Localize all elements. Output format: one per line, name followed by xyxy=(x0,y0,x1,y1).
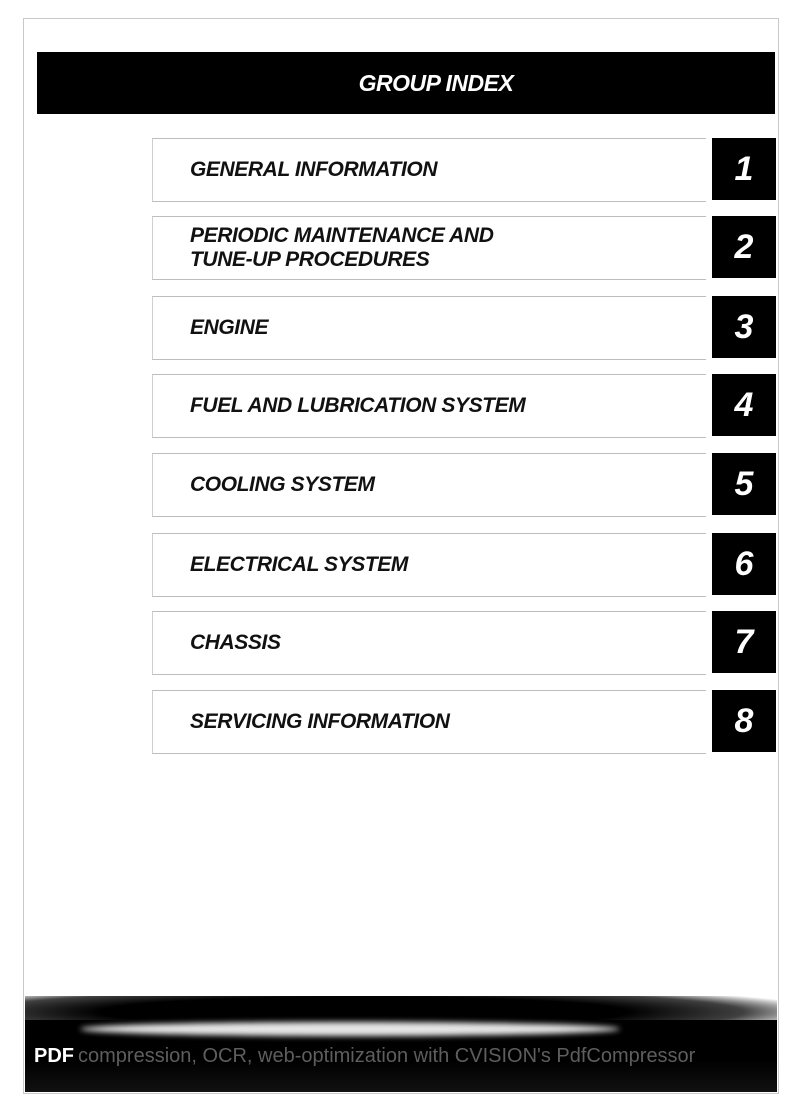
index-tab[interactable] xyxy=(712,533,776,595)
index-label[interactable]: FUEL AND LUBRICATION SYSTEM xyxy=(190,394,526,417)
index-number: 3 xyxy=(734,307,754,346)
index-tab[interactable] xyxy=(712,216,776,278)
index-tab[interactable] xyxy=(712,611,776,673)
index-label[interactable]: GENERAL INFORMATION xyxy=(190,158,438,181)
index-label[interactable]: PERIODIC MAINTENANCE AND TUNE-UP PROCEDURES xyxy=(190,224,494,271)
page-title: GROUP INDEX xyxy=(358,69,514,96)
index-label[interactable]: COOLING SYSTEM xyxy=(190,473,375,496)
index-number: 7 xyxy=(734,622,754,661)
footer-watermark-text: compression, OCR, web-optimization with CVISION's PdfCompressor xyxy=(78,1044,696,1067)
index-label[interactable]: ELECTRICAL SYSTEM xyxy=(190,553,408,576)
index-row-chassis[interactable] xyxy=(152,611,776,675)
index-tab[interactable] xyxy=(712,453,776,515)
index-label[interactable]: ENGINE xyxy=(190,316,269,339)
index-tab[interactable] xyxy=(712,138,776,200)
group-index-header xyxy=(37,52,775,114)
index-tab[interactable] xyxy=(712,296,776,358)
index-row-servicing-information[interactable] xyxy=(152,690,776,754)
scan-highlight-artifact xyxy=(80,1022,620,1036)
index-number: 4 xyxy=(734,385,754,424)
index-row-engine[interactable] xyxy=(152,296,776,360)
index-number: 5 xyxy=(734,464,754,503)
index-row-cooling-system[interactable] xyxy=(152,453,776,517)
index-label[interactable]: CHASSIS xyxy=(190,631,281,654)
index-row-electrical-system[interactable] xyxy=(152,533,776,597)
index-number: 8 xyxy=(734,701,754,740)
index-label[interactable]: SERVICING INFORMATION xyxy=(190,710,450,733)
index-row-fuel-lubrication[interactable] xyxy=(152,374,776,438)
index-number: 6 xyxy=(734,544,754,583)
index-number: 1 xyxy=(734,149,754,188)
index-number: 2 xyxy=(734,227,754,266)
footer-pdf-label: PDF xyxy=(34,1044,74,1067)
index-row-periodic-maintenance[interactable] xyxy=(152,216,776,280)
index-tab[interactable] xyxy=(712,690,776,752)
index-tab[interactable] xyxy=(712,374,776,436)
index-row-general-information[interactable] xyxy=(152,138,776,202)
